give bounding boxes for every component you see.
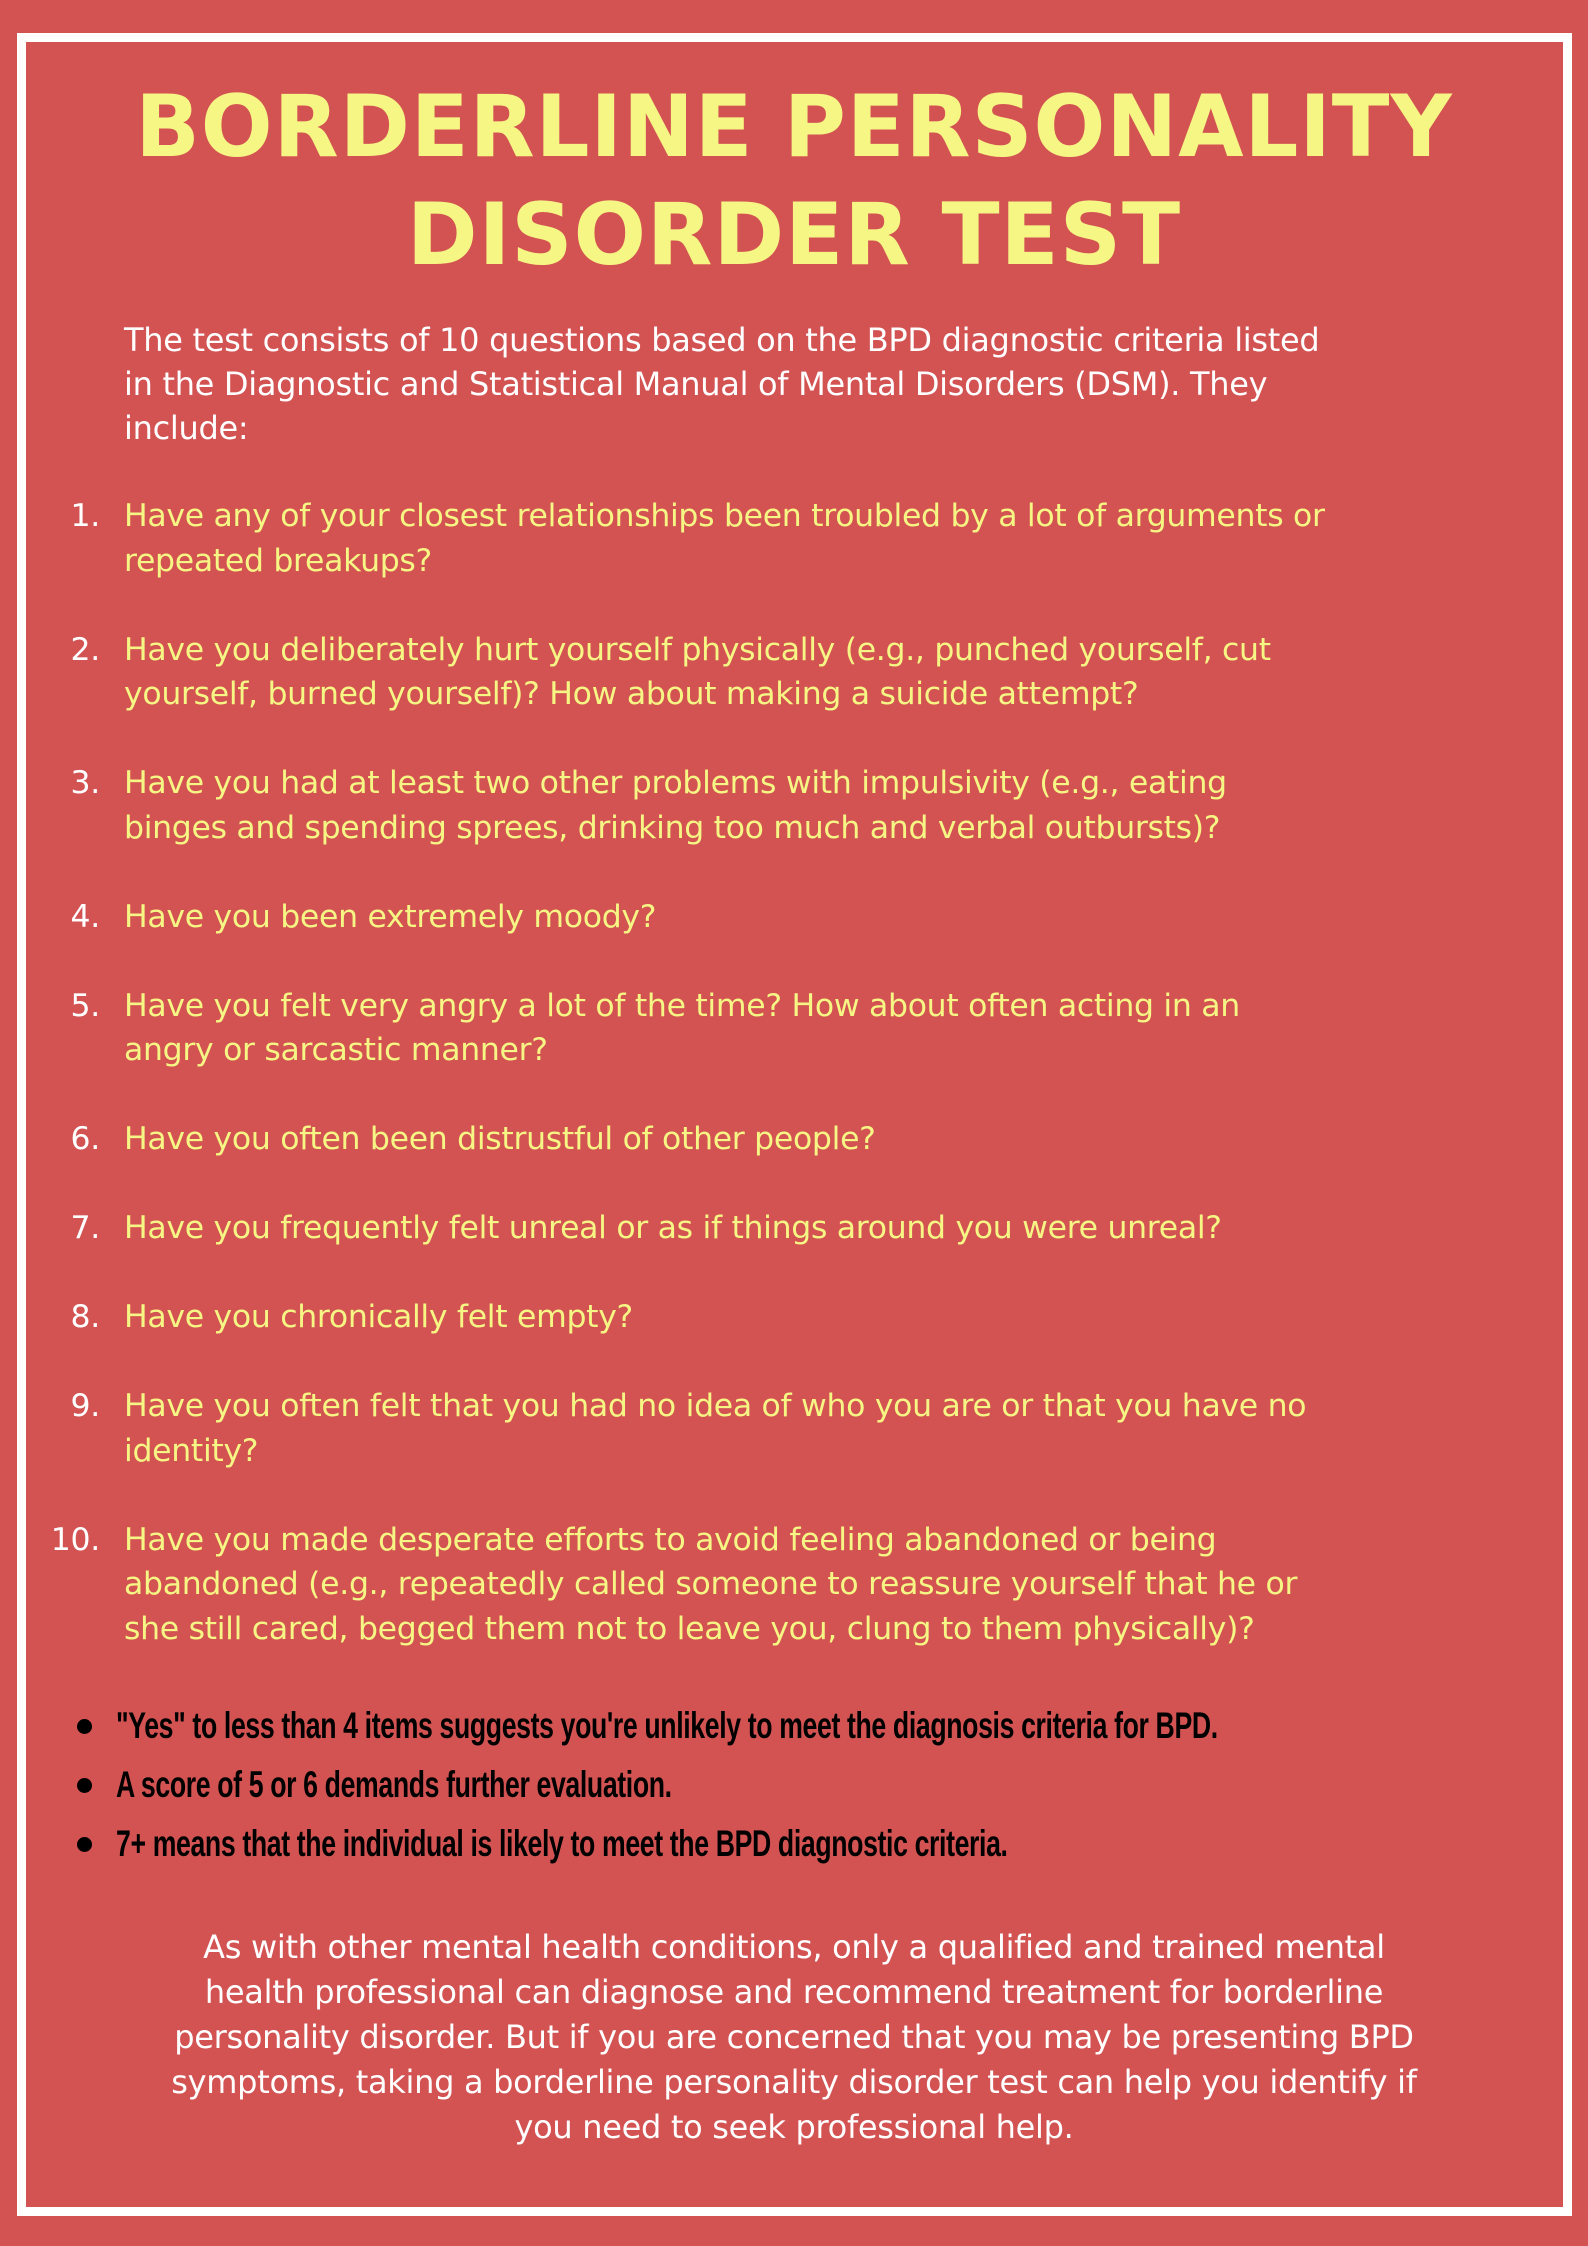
question-text (124, 1206, 1588, 1251)
question-line: binges and spending sprees, drinking too much and verbal outbursts)? (124, 809, 1221, 846)
question-line: she still cared, begged them not to leave you, clung to them physically)? (124, 1610, 1255, 1647)
title-line: DISORDER TEST (406, 185, 1182, 285)
question-number: 6. (70, 1121, 100, 1157)
question-number: 8. (70, 1299, 100, 1335)
question-text (124, 1518, 1588, 1652)
question-line: Have any of your closest relationships been troubled by a lot of arguments or (124, 498, 1325, 534)
question-number: 2. (70, 631, 100, 668)
intro-line: The test consists of 10 questions based on the BPD diagnostic criteria listed (124, 321, 1320, 359)
scoring-text: 7+ means that the individual is likely to meet the BPD diagnostic criteria. (116, 1823, 1008, 1864)
scoring-text: A score of 5 or 6 demands further evaluation. (116, 1764, 672, 1805)
question-item (0, 984, 1588, 1073)
closing-paragraph (0, 1925, 1588, 2150)
question-item (0, 1518, 1588, 1652)
question-number: 1. (70, 498, 100, 534)
scoring-list (0, 1696, 1588, 1873)
question-line: angry or sarcastic manner? (124, 1032, 548, 1068)
question-number: 3. (70, 765, 100, 801)
closing-line: you need to seek professional help. (514, 2108, 1074, 2146)
scoring-text: "Yes" to less than 4 items suggests you're unlikely to meet the diagnosis criteria for BPD. (116, 1705, 1218, 1746)
question-text (124, 895, 1588, 940)
question-text (124, 984, 1588, 1073)
question-text (124, 1384, 1588, 1473)
question-item (0, 895, 1588, 940)
question-line: abandoned (e.g., repeatedly called someone to reassure yourself that he or (124, 1566, 1298, 1602)
intro-line: in the Diagnostic and Statistical Manual of Mental Disorders (DSM). They (124, 365, 1268, 403)
question-line: Have you felt very angry a lot of the time? How about often acting in an (124, 987, 1240, 1024)
question-item (0, 1295, 1588, 1340)
question-line: Have you often been distrustful of other people? (124, 1121, 876, 1157)
closing-line: personality disorder. But if you are concerned that you may be presenting BPD (174, 2018, 1414, 2056)
intro-line: include: (124, 409, 249, 447)
question-line: repeated breakups? (124, 542, 432, 579)
question-number: 10. (50, 1521, 100, 1558)
question-number: 5. (70, 987, 100, 1024)
question-number: 7. (70, 1210, 100, 1246)
question-text (124, 761, 1588, 850)
title-line: BORDERLINE PERSONALITY (135, 77, 1453, 177)
question-line: Have you chronically felt empty? (124, 1299, 633, 1335)
question-item (0, 1206, 1588, 1251)
question-line: identity? (124, 1432, 259, 1469)
question-number: 9. (70, 1388, 100, 1424)
question-item (0, 1117, 1588, 1162)
question-text (124, 1117, 1588, 1162)
scoring-item (0, 1755, 1588, 1814)
question-line: Have you frequently felt unreal or as if things around you were unreal? (124, 1210, 1222, 1246)
question-text (124, 1295, 1588, 1340)
scoring-item (0, 1814, 1588, 1873)
scoring-item (0, 1696, 1588, 1755)
question-number: 4. (70, 898, 100, 935)
question-line: Have you deliberately hurt yourself physically (e.g., punched yourself, cut (124, 631, 1271, 668)
question-line: Have you made desperate efforts to avoid feeling abandoned or being (124, 1521, 1217, 1558)
question-list (0, 494, 1588, 1696)
bullet-dot-icon (77, 1837, 92, 1852)
bullet-dot-icon (77, 1778, 92, 1793)
question-item (0, 494, 1588, 583)
closing-line: As with other mental health conditions, only a qualified and trained mental (203, 1928, 1385, 1966)
closing-line: symptoms, taking a borderline personality disorder test can help you identify if (171, 2063, 1417, 2101)
question-item (0, 1384, 1588, 1473)
closing-line: health professional can diagnose and recommend treatment for borderline (204, 1973, 1384, 2011)
bullet-dot-icon (77, 1719, 92, 1734)
question-line: Have you often felt that you had no idea of who you are or that you have no (124, 1388, 1307, 1424)
question-line: yourself, burned yourself)? How about making a suicide attempt? (124, 676, 1139, 712)
question-item (0, 761, 1588, 850)
intro-paragraph (124, 318, 1544, 450)
page-title (8, 73, 1580, 289)
question-text (124, 628, 1588, 717)
question-line: Have you had at least two other problems with impulsivity (e.g., eating (124, 765, 1227, 801)
question-line: Have you been extremely moody? (124, 898, 657, 935)
question-item (0, 628, 1588, 717)
question-text (124, 494, 1588, 583)
